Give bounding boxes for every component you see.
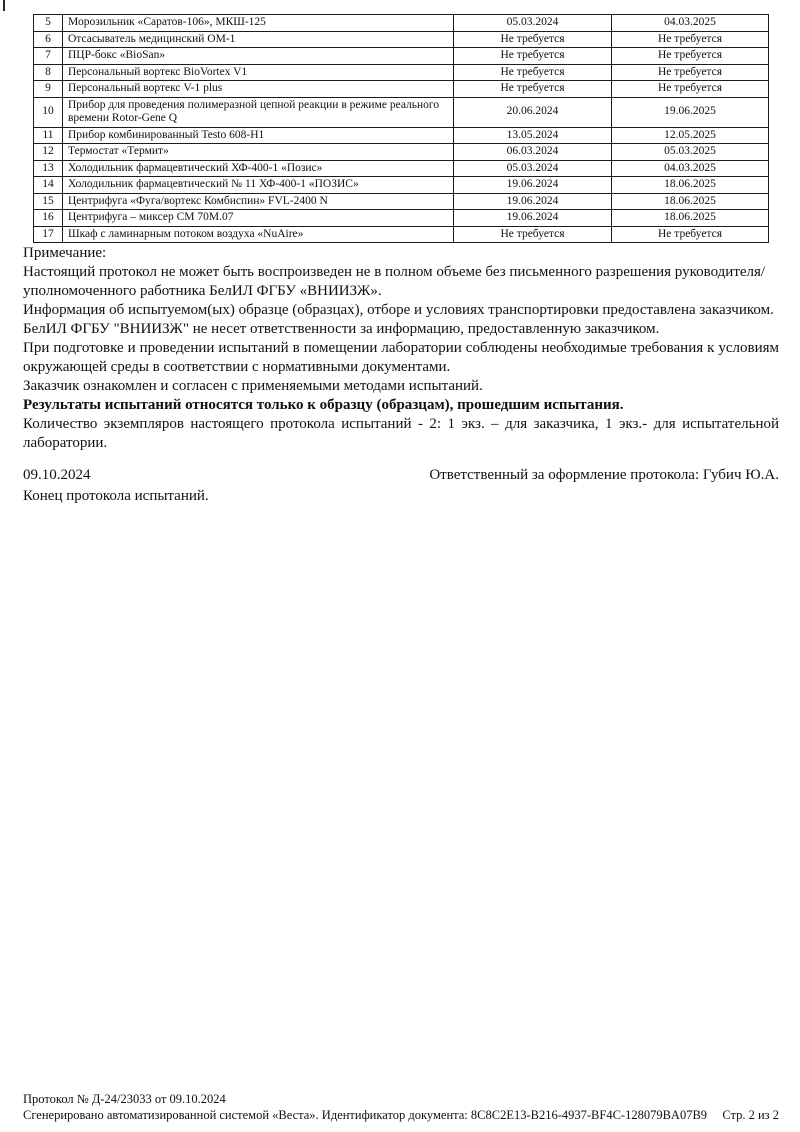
footer-generated-info: Сгенерировано автоматизированной системой «Веста». Идентификатор документа: 8C8C2E13-B216-4937-BF4C-128079BA07B9	[23, 1108, 708, 1122]
row-number: 12	[34, 144, 63, 161]
table-row	[34, 210, 769, 227]
verification-date: 13.05.2024	[454, 127, 612, 144]
equipment-name: Термостат «Термит»	[63, 144, 454, 161]
note-paragraph: БелИЛ ФГБУ "ВНИИЗЖ" не несет ответственности за информацию, предоставленную заказчиком.	[23, 321, 660, 337]
table-row	[34, 31, 769, 48]
next-verification-date: 05.03.2025	[612, 144, 769, 161]
end-of-protocol: Конец протокола испытаний.	[23, 488, 209, 504]
row-number: 13	[34, 160, 63, 177]
next-verification-date: Не требуется	[612, 64, 769, 81]
verification-date: Не требуется	[454, 226, 612, 243]
equipment-name: Центрифуга – миксер СМ 70М.07	[63, 210, 454, 227]
note-paragraph: Информация об испытуемом(ых) образце (образцах), отборе и условиях транспортировки предоставлена заказчиком.	[23, 302, 774, 318]
row-number: 7	[34, 48, 63, 65]
verification-date: 19.06.2024	[454, 210, 612, 227]
equipment-name: Шкаф с ламинарным потоком воздуха «NuAire»	[63, 226, 454, 243]
equipment-name: Холодильник фармацевтический № 11 ХФ-400-1 «ПОЗИС»	[63, 177, 454, 194]
verification-date: 06.03.2024	[454, 144, 612, 161]
next-verification-date: 12.05.2025	[612, 127, 769, 144]
next-verification-date: Не требуется	[612, 48, 769, 65]
footer-second-line	[23, 1107, 779, 1123]
verification-date: Не требуется	[454, 64, 612, 81]
row-number: 14	[34, 177, 63, 194]
equipment-name: Отсасыватель медицинский ОМ-1	[63, 31, 454, 48]
next-verification-date: 04.03.2025	[612, 15, 769, 32]
verification-date: 19.06.2024	[454, 193, 612, 210]
signature-row	[23, 466, 779, 485]
row-number: 5	[34, 15, 63, 32]
equipment-name: Персональный вортекс BioVortex V1	[63, 64, 454, 81]
table-row	[34, 127, 769, 144]
table-row	[34, 64, 769, 81]
equipment-name: Прибор комбинированный Testo 608-H1	[63, 127, 454, 144]
row-number: 8	[34, 64, 63, 81]
equipment-name: Персональный вортекс V-1 plus	[63, 81, 454, 98]
verification-date: Не требуется	[454, 81, 612, 98]
equipment-name: Холодильник фармацевтический ХФ-400-1 «Позис»	[63, 160, 454, 177]
responsible-person: Ответственный за оформление протокола: Губич Ю.А.	[429, 467, 779, 483]
verification-date: 05.03.2024	[454, 15, 612, 32]
equipment-name: Морозильник «Саратов-106», МКШ-125	[63, 15, 454, 32]
table-row	[34, 177, 769, 194]
equipment-name: ПЦР-бокс «BioSan»	[63, 48, 454, 65]
table-row	[34, 226, 769, 243]
note-paragraph: При подготовке и проведении испытаний в помещении лаборатории соблюдены необходимые требования к условиям окружающей среды в соответствии с нормативными документами.	[23, 340, 779, 375]
next-verification-date: Не требуется	[612, 31, 769, 48]
row-number: 9	[34, 81, 63, 98]
verification-date: Не требуется	[454, 48, 612, 65]
footer-protocol-number: Протокол № Д-24/23033 от 09.10.2024	[23, 1092, 226, 1106]
notes-heading: Примечание:	[23, 245, 107, 261]
verification-date: 20.06.2024	[454, 97, 612, 127]
next-verification-date: 18.06.2025	[612, 193, 769, 210]
table-row	[34, 81, 769, 98]
next-verification-date: 18.06.2025	[612, 177, 769, 194]
row-number: 16	[34, 210, 63, 227]
row-number: 15	[34, 193, 63, 210]
row-number: 11	[34, 127, 63, 144]
note-paragraph: Заказчик ознакомлен и согласен с применяемыми методами испытаний.	[23, 378, 483, 394]
verification-date: 19.06.2024	[454, 177, 612, 194]
scan-artifact	[3, 0, 5, 11]
equipment-name: Прибор для проведения полимеразной цепной реакции в режиме реального времени Rotor-Gene Q	[63, 97, 454, 127]
note-paragraph: Настоящий протокол не может быть воспроизведен не в полном объеме без письменного разрешения руководителя/уполномоченного работника БелИЛ ФГБУ «ВНИИЗЖ».	[23, 264, 766, 299]
row-number: 17	[34, 226, 63, 243]
table-row	[34, 48, 769, 65]
equipment-name: Центрифуга «Фуга/вортекс Комбиспин» FVL-2400 N	[63, 193, 454, 210]
table-row	[34, 193, 769, 210]
notes-section	[23, 244, 779, 506]
protocol-date: 09.10.2024	[23, 467, 91, 483]
row-number: 10	[34, 97, 63, 127]
table-row	[34, 160, 769, 177]
row-number: 6	[34, 31, 63, 48]
page-footer	[23, 1091, 779, 1123]
next-verification-date: 18.06.2025	[612, 210, 769, 227]
next-verification-date: Не требуется	[612, 226, 769, 243]
table-row	[34, 97, 769, 127]
note-paragraph-bold: Результаты испытаний относятся только к образцу (образцам), прошедшим испытания.	[23, 397, 624, 413]
next-verification-date: 19.06.2025	[612, 97, 769, 127]
note-paragraph: Количество экземпляров настоящего протокола испытаний - 2: 1 экз. – для заказчика, 1 экз.- для испытательной лаборатории.	[23, 416, 779, 451]
equipment-table	[33, 14, 769, 243]
table-row	[34, 15, 769, 32]
table-row	[34, 144, 769, 161]
page-number: Стр. 2 из 2	[722, 1108, 779, 1122]
next-verification-date: Не требуется	[612, 81, 769, 98]
verification-date: 05.03.2024	[454, 160, 612, 177]
verification-date: Не требуется	[454, 31, 612, 48]
next-verification-date: 04.03.2025	[612, 160, 769, 177]
